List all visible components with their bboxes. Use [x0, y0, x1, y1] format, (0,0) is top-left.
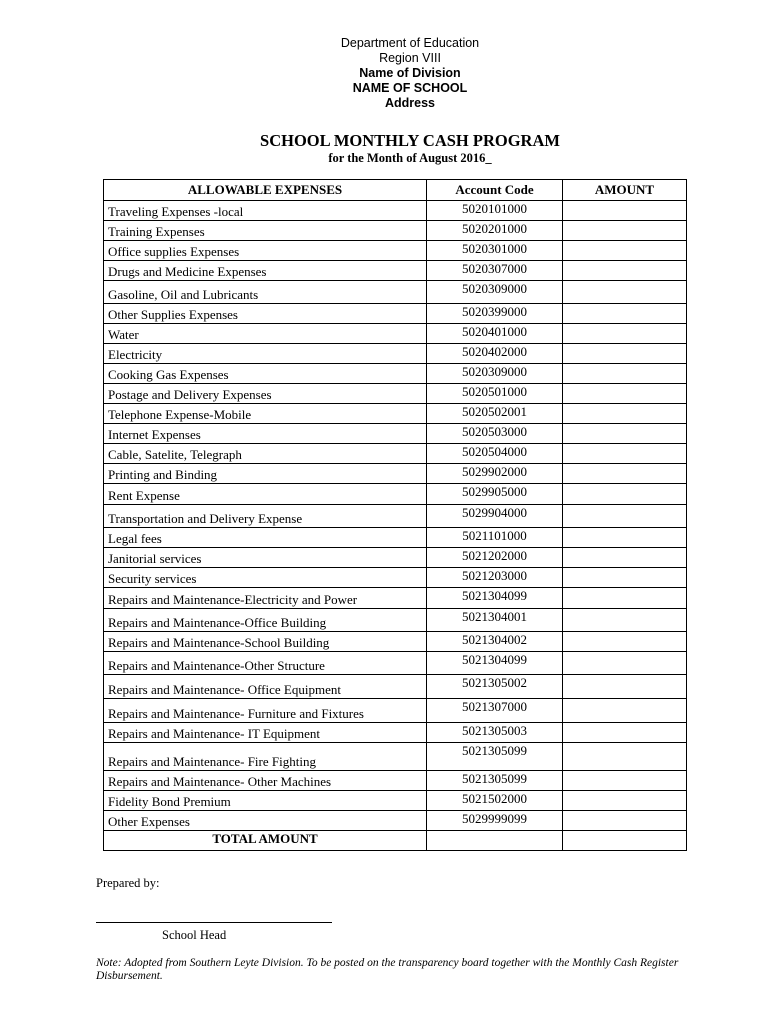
amount-cell [563, 304, 687, 324]
account-code-cell: 5021202000 [427, 548, 563, 568]
amount-cell [563, 241, 687, 261]
amount-cell [563, 221, 687, 241]
amount-cell [563, 723, 687, 743]
table-row [104, 261, 687, 281]
expense-cell: Cable, Satelite, Telegraph [104, 444, 427, 464]
column-header-account-code: Account Code [427, 180, 563, 201]
account-code-cell: 5021305002 [427, 675, 563, 699]
expense-cell: Traveling Expenses -local [104, 201, 427, 221]
account-code-cell: 5029999099 [427, 811, 563, 831]
prepared-by-label: Prepared by: [96, 876, 160, 890]
account-code-cell: 5020307000 [427, 261, 563, 281]
signature-line [96, 922, 332, 923]
document-title: SCHOOL MONTHLY CASH PROGRAM [260, 131, 560, 150]
table-row [104, 652, 687, 675]
table-row [104, 568, 687, 588]
account-code-cell: 5020402000 [427, 344, 563, 364]
amount-cell [563, 652, 687, 675]
account-code-cell: 5020502001 [427, 404, 563, 424]
table-row [104, 324, 687, 344]
division-name: Name of Division [359, 66, 461, 80]
account-code-cell: 5020309000 [427, 364, 563, 384]
table-row [104, 344, 687, 364]
amount-cell [563, 484, 687, 505]
amount-cell [563, 811, 687, 831]
table-row [104, 548, 687, 568]
expense-cell: Postage and Delivery Expenses [104, 384, 427, 404]
table-row [104, 771, 687, 791]
table-row [104, 444, 687, 464]
expense-cell: Office supplies Expenses [104, 241, 427, 261]
account-code-cell: 5020201000 [427, 221, 563, 241]
expense-cell: Security services [104, 568, 427, 588]
total-row [104, 831, 687, 851]
amount-cell [563, 609, 687, 632]
amount-cell [563, 424, 687, 444]
account-code-cell: 5029902000 [427, 464, 563, 484]
amount-cell [563, 261, 687, 281]
expense-cell: Repairs and Maintenance- Furniture and Fixtures [104, 699, 427, 723]
department-name: Department of Education [340, 36, 480, 50]
expense-cell: Printing and Binding [104, 464, 427, 484]
amount-cell [563, 384, 687, 404]
table-row [104, 609, 687, 632]
table-row [104, 281, 687, 304]
expense-cell: Drugs and Medicine Expenses [104, 261, 427, 281]
amount-cell [563, 464, 687, 484]
expense-cell: Transportation and Delivery Expense [104, 505, 427, 528]
account-code-cell: 5020101000 [427, 201, 563, 221]
document-subtitle: for the Month of August 2016_ [328, 151, 492, 165]
total-label: TOTAL AMOUNT [104, 831, 427, 851]
expense-cell: Legal fees [104, 528, 427, 548]
table-row [104, 201, 687, 221]
amount-cell [563, 675, 687, 699]
account-code-cell: 5021304099 [427, 588, 563, 609]
expense-cell: Water [104, 324, 427, 344]
total-code-cell [427, 831, 563, 851]
amount-cell [563, 444, 687, 464]
expense-cell: Internet Expenses [104, 424, 427, 444]
account-code-cell: 5020401000 [427, 324, 563, 344]
amount-cell [563, 528, 687, 548]
amount-cell [563, 548, 687, 568]
table-row [104, 743, 687, 771]
expense-cell: Cooking Gas Expenses [104, 364, 427, 384]
amount-cell [563, 324, 687, 344]
table-header-row [104, 180, 687, 201]
table-row [104, 699, 687, 723]
table-row [104, 505, 687, 528]
table-row [104, 221, 687, 241]
footnote: Note: Adopted from Southern Leyte Division. To be posted on the transparency board together with the Monthly Cash Register Disbursement. [96, 957, 679, 982]
table-row [104, 811, 687, 831]
expense-cell: Repairs and Maintenance-Office Building [104, 609, 427, 632]
expense-cell: Other Supplies Expenses [104, 304, 427, 324]
table-row [104, 484, 687, 505]
table-row [104, 723, 687, 743]
amount-cell [563, 404, 687, 424]
table-row [104, 464, 687, 484]
account-code-cell: 5021305003 [427, 723, 563, 743]
expense-cell: Repairs and Maintenance-School Building [104, 632, 427, 652]
expense-cell: Janitorial services [104, 548, 427, 568]
table-row [104, 588, 687, 609]
expense-cell: Repairs and Maintenance-Other Structure [104, 652, 427, 675]
account-code-cell: 5021502000 [427, 791, 563, 811]
table-row [104, 791, 687, 811]
account-code-cell: 5020504000 [427, 444, 563, 464]
expense-cell: Repairs and Maintenance- IT Equipment [104, 723, 427, 743]
amount-cell [563, 791, 687, 811]
amount-cell [563, 588, 687, 609]
expense-cell: Rent Expense [104, 484, 427, 505]
total-amount-cell [563, 831, 687, 851]
table-row [104, 241, 687, 261]
table-row [104, 632, 687, 652]
account-code-cell: 5021203000 [427, 568, 563, 588]
amount-cell [563, 344, 687, 364]
school-address: Address [384, 96, 436, 110]
account-code-cell: 5020309000 [427, 281, 563, 304]
expense-cell: Repairs and Maintenance- Office Equipment [104, 675, 427, 699]
expense-cell: Telephone Expense-Mobile [104, 404, 427, 424]
expense-cell: Training Expenses [104, 221, 427, 241]
amount-cell [563, 281, 687, 304]
amount-cell [563, 505, 687, 528]
account-code-cell: 5021304002 [427, 632, 563, 652]
amount-cell [563, 771, 687, 791]
account-code-cell: 5020301000 [427, 241, 563, 261]
cash-program-table [103, 179, 687, 851]
document-header [0, 36, 768, 111]
table-row [104, 384, 687, 404]
table-row [104, 424, 687, 444]
column-header-expenses: ALLOWABLE EXPENSES [104, 180, 427, 201]
amount-cell [563, 201, 687, 221]
account-code-cell: 5021305099 [427, 743, 563, 771]
table-row [104, 404, 687, 424]
account-code-cell: 5029905000 [427, 484, 563, 505]
amount-cell [563, 743, 687, 771]
expense-cell: Repairs and Maintenance-Electricity and Power [104, 588, 427, 609]
expense-cell: Electricity [104, 344, 427, 364]
account-code-cell: 5020503000 [427, 424, 563, 444]
account-code-cell: 5021305099 [427, 771, 563, 791]
expense-cell: Fidelity Bond Premium [104, 791, 427, 811]
expense-cell: Other Expenses [104, 811, 427, 831]
table-row [104, 528, 687, 548]
account-code-cell: 5020501000 [427, 384, 563, 404]
expense-cell: Repairs and Maintenance- Other Machines [104, 771, 427, 791]
amount-cell [563, 632, 687, 652]
table-row [104, 364, 687, 384]
expense-cell: Repairs and Maintenance- Fire Fighting [104, 743, 427, 771]
region-name: Region VIII [379, 51, 441, 65]
column-header-amount: AMOUNT [563, 180, 687, 201]
account-code-cell: 5021101000 [427, 528, 563, 548]
account-code-cell: 5029904000 [427, 505, 563, 528]
account-code-cell: 5021304001 [427, 609, 563, 632]
amount-cell [563, 364, 687, 384]
account-code-cell: 5021304099 [427, 652, 563, 675]
account-code-cell: 5021307000 [427, 699, 563, 723]
school-name: NAME OF SCHOOL [352, 81, 468, 95]
table-row [104, 304, 687, 324]
signatory-title: School Head [162, 928, 227, 942]
amount-cell [563, 699, 687, 723]
amount-cell [563, 568, 687, 588]
account-code-cell: 5020399000 [427, 304, 563, 324]
table-row [104, 675, 687, 699]
expense-cell: Gasoline, Oil and Lubricants [104, 281, 427, 304]
